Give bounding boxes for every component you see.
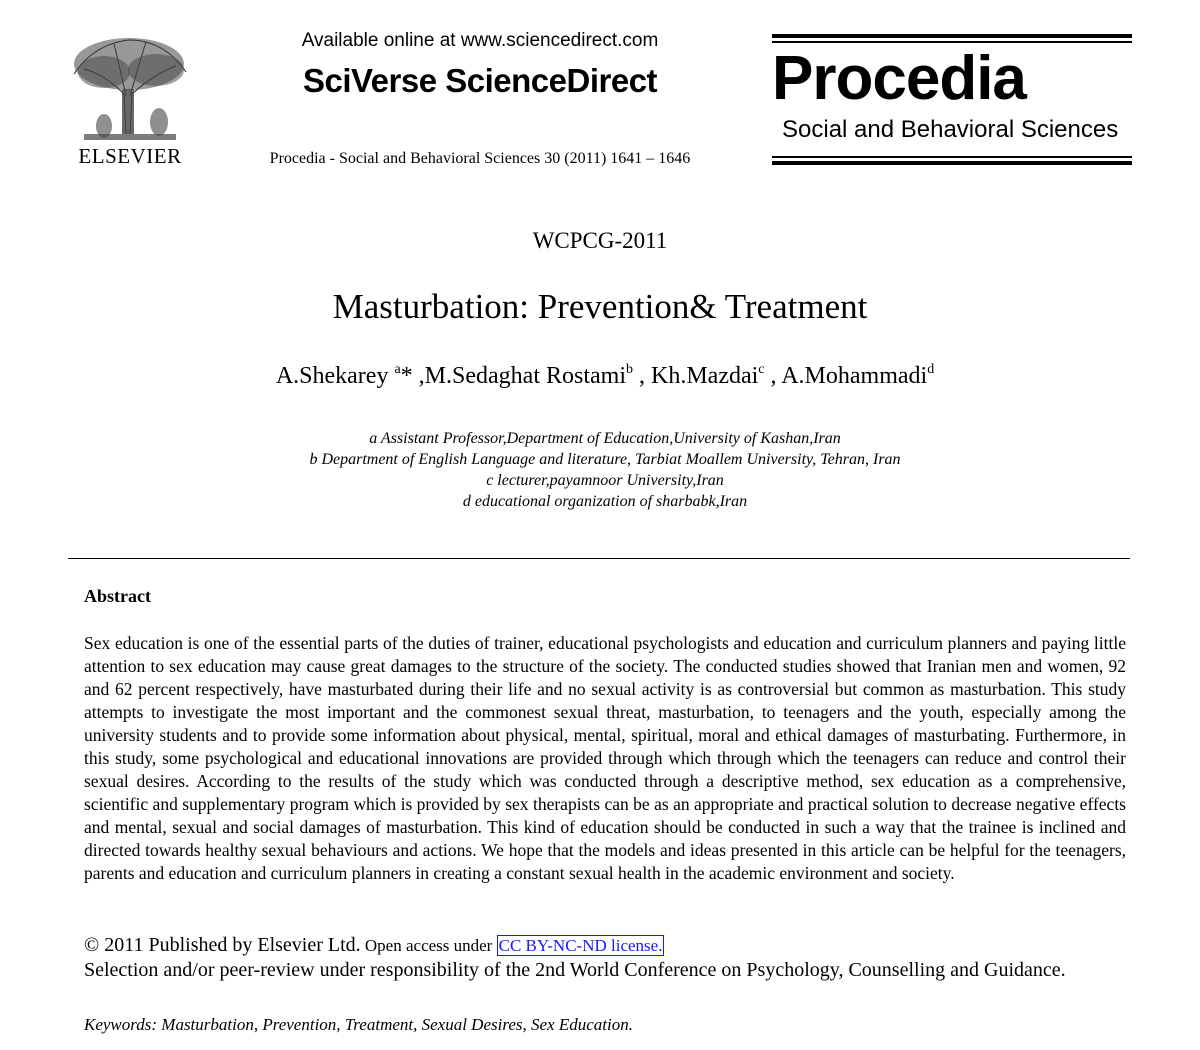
abstract-body: Sex education is one of the essential parts of the duties of trainer, educational psychologists and education and curriculum planners and paying little attention to sex education may cause great damages to the structure of the society. The conducted studies showed that Iranian men and women, 92 and 62 percent respectively, have masturbated during their life and no sexual activity is as controversial but common as masturbation. This study attempts to investigate the most important and the commonest sexual threat, masturbation, to teenagers and the youth, especially among the university students and to provide some information about physical, mental, spiritual, moral and ethical damages of masturbating. Furthermore, in this study, some psychological and educational innovations are provided through which through which the teenagers can reduce and control their sexual desires. According to the results of the study which was conducted through a descriptive method, sex education as a comprehensive, scientific and supplementary program which is provided by sex therapists can be as an appropriate and practical solution to decrease negative effects and mental, sexual and social damages of masturbation. This kind of education should be conducted in such a way that the trainee is inclined and directed towards healthy sexual behaviours and actions. We hope that the models and ideas presented in this article can be helpful for the teenagers, parents and education and curriculum planners in creating a constant sexual health in the academic environment and society.: [84, 633, 1126, 883]
peer-review-note: Selection and/or peer-review under responsibility of the 2nd World Conference on Psychology, Counselling and Guidance.: [84, 959, 1066, 981]
procedia-rule-bottom: [772, 161, 1132, 165]
affiliation-line: d educational organization of sharbabk,Iran: [462, 493, 748, 510]
author-separator: ,: [764, 363, 782, 389]
elsevier-wordmark: ELSEVIER: [78, 144, 182, 168]
procedia-rule-top: [772, 34, 1132, 38]
paper-title: Masturbation: Prevention& Treatment: [332, 287, 868, 326]
author-name: Kh.Mazdai: [651, 363, 759, 389]
elsevier-tree-icon: [64, 34, 194, 144]
procedia-rule-bottom-thin: [772, 156, 1132, 158]
author-name: A.Shekarey: [275, 363, 395, 389]
author-separator: ,: [633, 363, 651, 389]
affiliations: [0, 428, 1200, 512]
affiliation-line: c lecturer,payamnoor University,Iran: [486, 472, 724, 489]
abstract-heading: Abstract: [84, 586, 151, 606]
open-access-text: Open access under: [360, 936, 497, 955]
sciverse-sciencedirect-logo: SciVerse ScienceDirect: [302, 62, 658, 99]
procedia-logo: Procedia: [772, 44, 1026, 113]
author-name: A.Mohammadi: [781, 363, 928, 389]
copyright-text: © 2011 Published by Elsevier Ltd.: [84, 934, 361, 956]
license-link[interactable]: CC BY-NC-ND license.: [498, 936, 663, 955]
procedia-subtitle: Social and Behavioral Sciences: [782, 116, 1119, 143]
author-list: [0, 362, 1200, 390]
author-affil-mark: b: [626, 362, 633, 377]
available-online-text: Available online at www.sciencedirect.com: [301, 30, 659, 51]
author-affil-mark: d: [927, 362, 935, 377]
author-affil-mark: a: [394, 362, 401, 377]
affiliation-line: b Department of English Language and literature, Tarbiat Moallem University, Tehran, Iran: [309, 451, 901, 468]
journal-citation: Procedia - Social and Behavioral Sciences 30 (2011) 1641 – 1646: [269, 150, 691, 167]
affiliation-line: a Assistant Professor,Department of Education,University of Kashan,Iran: [369, 430, 841, 447]
author-affil-mark: c: [758, 362, 765, 377]
keywords: Keywords: Masturbation, Prevention, Treatment, Sexual Desires, Sex Education.: [84, 1015, 633, 1034]
section-divider: [68, 558, 1130, 559]
conference-label: WCPCG-2011: [532, 228, 668, 253]
copyright-line: [84, 934, 664, 957]
author-separator: * ,: [400, 363, 425, 389]
elsevier-logo: [64, 34, 194, 170]
author-name: M.Sedaghat Rostami: [424, 363, 626, 389]
procedia-rule-top-thin: [772, 41, 1132, 43]
